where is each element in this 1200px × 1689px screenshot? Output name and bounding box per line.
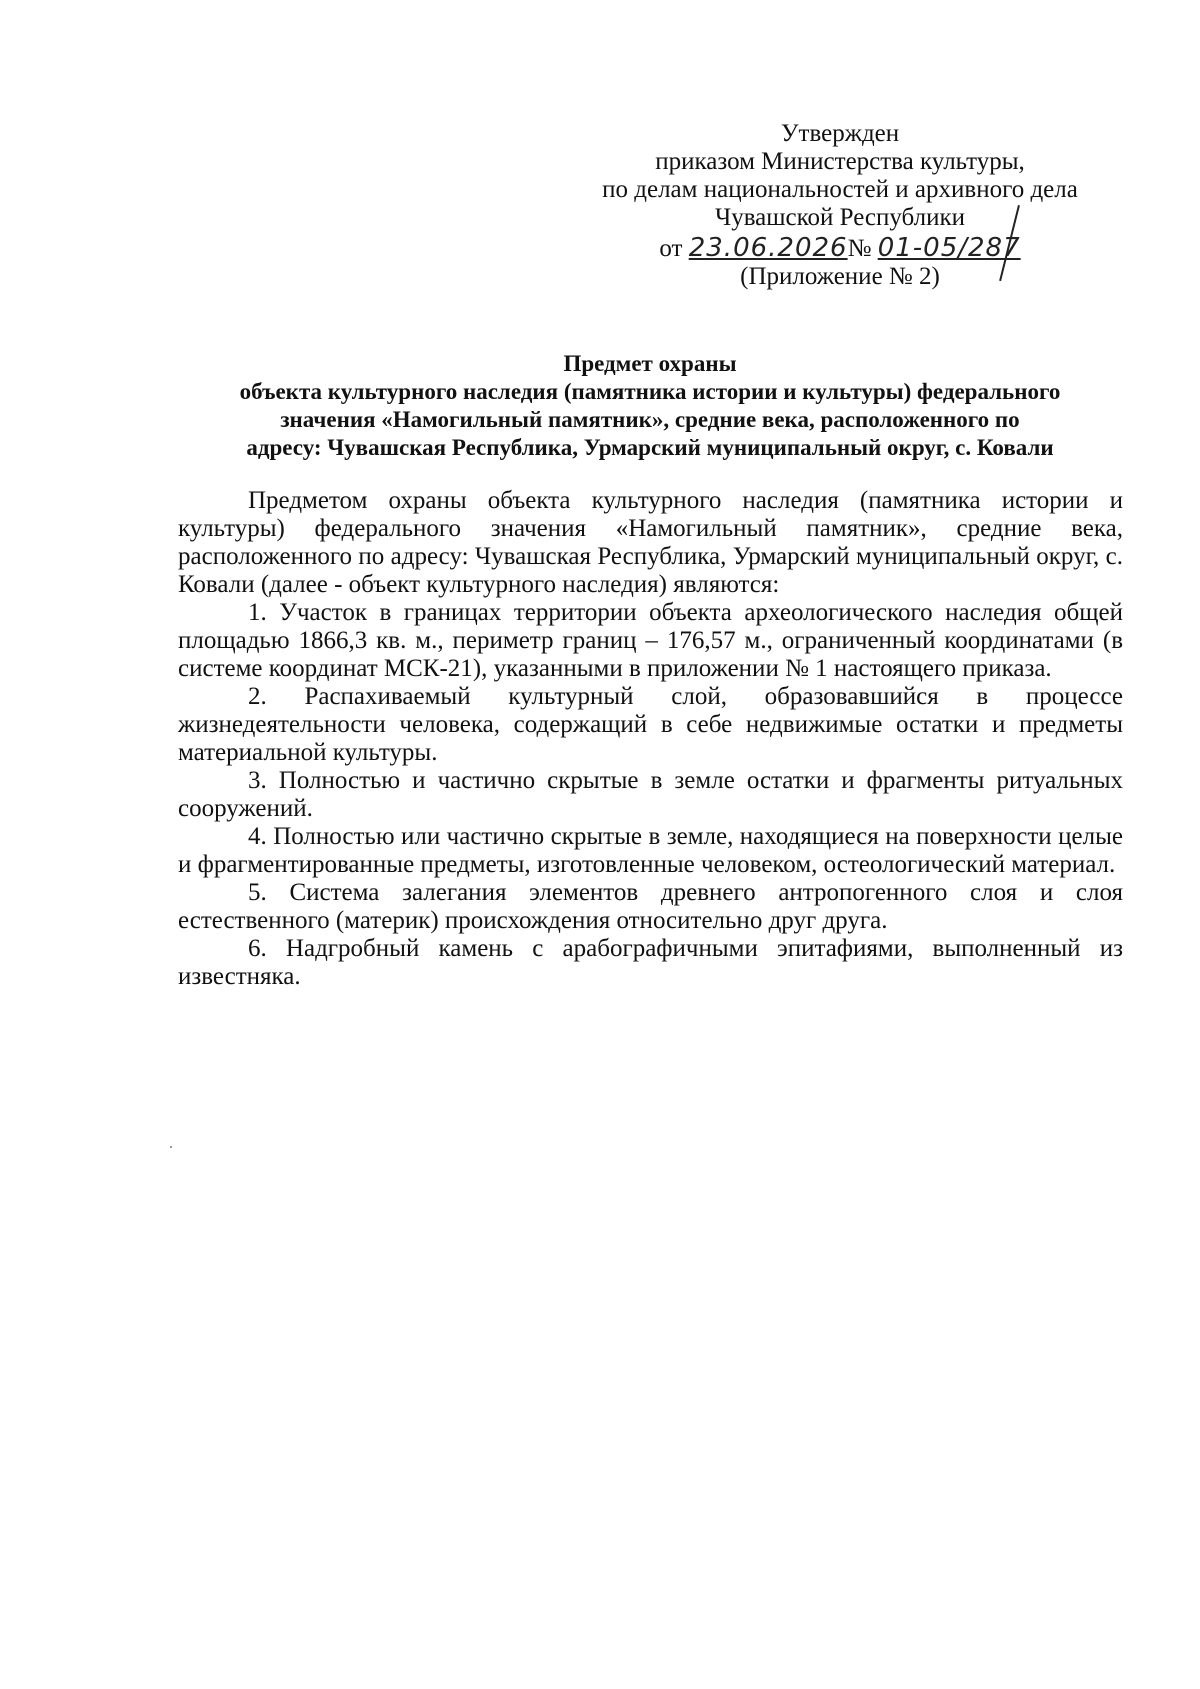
title-line-3: значения «Намогильный памятник», средние века, расположенного по: [280, 407, 1020, 432]
list-item: 4. Полностью или частично скрытые в земле, находящиеся на поверхности целые и фрагментированные предметы, изготовленные человеком, остеологический материал.: [178, 823, 1123, 878]
list-item: 6. Надгробный камень с арабографичными эпитафиями, выполненный из известняка.: [178, 935, 1123, 990]
title-line-2: объекта культурного наследия (памятника истории и культуры) федерального: [239, 379, 1061, 404]
approval-date-number-line: [560, 234, 1120, 263]
approval-republic-line: Чувашской Республики: [714, 204, 966, 231]
approval-heading: Утвержден: [780, 120, 900, 147]
approval-block: [560, 120, 1120, 291]
appendix-label: (Приложение № 2): [740, 263, 940, 290]
approval-department-line: по делам национальностей и архивного дела: [602, 176, 1078, 203]
approval-ministry-line: приказом Министерства культуры,: [655, 148, 1025, 175]
list-item: 2. Распахиваемый культурный слой, образовавшийся в процессе жизнедеятельности человека, содержащий в себе недвижимые остатки и предметы материальной культуры.: [178, 683, 1123, 766]
list-item: 5. Система залегания элементов древнего антропогенного слоя и слоя естественного (материк) происхождения относительно друг друга.: [178, 879, 1123, 934]
scan-speck: [170, 1146, 172, 1148]
list-item: 3. Полностью и частично скрытые в земле остатки и фрагменты ритуальных сооружений.: [178, 767, 1123, 822]
document-title: [175, 350, 1125, 462]
title-line-1: Предмет охраны: [563, 351, 737, 376]
handwritten-date: 23.06.2026: [688, 233, 848, 263]
list-item: 1. Участок в границах территории объекта археологического наследия общей площадью 1866,3 кв. м., периметр границ – 176,57 м., ограниченный координатами (в системе координат МСК-21), указанными в приложении № 1 настоящего приказа.: [178, 599, 1123, 682]
date-prefix: от: [659, 235, 683, 262]
intro-paragraph: Предметом охраны объекта культурного наследия (памятника истории и культуры) федерального значения «Намогильный памятник», средние века, расположенного по адресу: Чувашская Республика, Урмарский муниципальный округ, с. Ковали (далее - объект культурного наследия) являются:: [178, 487, 1123, 598]
number-prefix: №: [847, 235, 872, 262]
handwritten-number: 01-05/287: [877, 233, 1021, 263]
document-body: [178, 487, 1123, 991]
title-line-4: адресу: Чувашская Республика, Урмарский муниципальный округ, с. Ковали: [246, 435, 1054, 460]
